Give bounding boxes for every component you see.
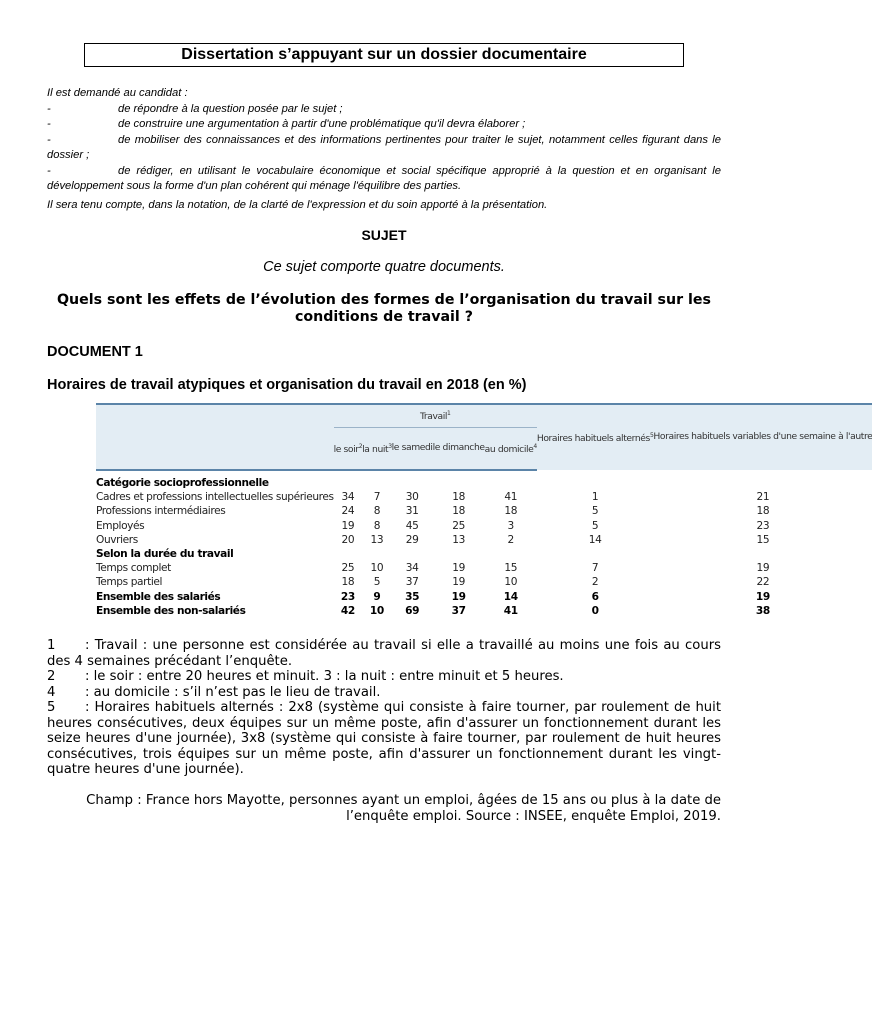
table-cell: 23 <box>340 590 355 603</box>
table-cell: 18 <box>341 576 355 589</box>
presentation-note <box>47 198 721 214</box>
table-row <box>96 590 872 604</box>
table-cell: 0 <box>591 604 599 617</box>
document-title: Horaires de travail atypiques et organisation du travail en 2018 (en %) <box>47 377 527 393</box>
instruction-item <box>47 117 721 133</box>
table-cell: 19 <box>451 590 466 603</box>
table-cell: 8 <box>373 505 381 518</box>
instruction-dash: - <box>47 102 51 115</box>
table-cell: 37 <box>405 576 419 589</box>
table-cell: 5 <box>591 505 599 518</box>
table-row <box>96 504 872 518</box>
footnote: 5 : Horaires habituels alternés : 2x8 (système qui consiste à faire tourner, par roulement de huit heures consécutives, deux équipes sur un même poste, afin d'assurer un fonctionnement durant les seize heures d'une journée), 3x8 (système qui consiste à faire tourner, par roulement de huit heures consécutives, trois équipes sur un même poste, afin d'assurer un fonctionnement durant les vingt-quatre heures d'une journée). <box>47 700 721 777</box>
section-label: Selon la durée du travail <box>96 548 234 561</box>
table-cell: 23 <box>756 519 770 532</box>
col-header-samedi: le samedi <box>392 427 433 470</box>
table-cell: 19 <box>452 562 465 575</box>
table-row <box>96 519 872 533</box>
table-cell: 25 <box>452 519 465 532</box>
table-cell: 21 <box>756 491 770 504</box>
table-cell: 45 <box>405 519 419 532</box>
table-cell: 69 <box>405 604 420 617</box>
table-cell: 2 <box>507 533 514 546</box>
instruction-dash: - <box>47 118 51 130</box>
table-cell: 10 <box>370 562 384 575</box>
candidate-instructions <box>47 86 721 195</box>
page-title: Dissertation s’appuyant sur un dossier documentaire <box>84 43 684 67</box>
table-row <box>96 561 872 575</box>
row-label: Ensemble des salariés <box>96 590 221 603</box>
table-cell: 19 <box>755 590 770 603</box>
document-label: DOCUMENT 1 <box>47 344 143 360</box>
table-cell: 19 <box>756 562 770 575</box>
table-cell: 31 <box>405 505 419 518</box>
table-row <box>96 604 872 618</box>
table-cell: 34 <box>341 491 355 504</box>
table-cell: 14 <box>503 590 518 603</box>
table-cell: 3 <box>507 519 514 532</box>
table-cell: 7 <box>373 491 381 504</box>
table-row <box>96 490 872 504</box>
table-section-row <box>96 470 872 490</box>
data-table <box>96 403 872 618</box>
header-group-travail: Travail$^1$ <box>334 404 537 427</box>
table-cell: 34 <box>405 562 419 575</box>
table-cell: 9 <box>373 590 381 603</box>
table-cell: 41 <box>504 491 518 504</box>
row-label: Ensemble des non-salariés <box>96 604 246 617</box>
col-header-domicile: au domicile$^4$ <box>485 427 537 470</box>
footnotes <box>47 638 721 778</box>
table-cell: 22 <box>756 576 770 589</box>
instruction-text: de mobiliser des connaissances et des informations pertinentes pour traiter le sujet, notamment celles figurant dans le dossier ; <box>47 133 721 161</box>
col-header-horaires-alternes: Horaires habituels alternés$^5$ <box>537 404 654 470</box>
row-label: Professions intermédiaires <box>96 505 226 518</box>
table-cell: 1 <box>591 491 599 504</box>
table-cell: 13 <box>452 533 465 546</box>
table-body <box>96 470 872 618</box>
presentation-note-text: Il sera tenu compte, dans la notation, de la clarté de l'expression et du soin apporté à la présentation. <box>47 199 548 211</box>
table-row <box>96 533 872 547</box>
instruction-text: de répondre à la question posée par le sujet ; <box>118 102 343 115</box>
section-label: Catégorie socioprofessionnelle <box>96 477 269 489</box>
instruction-dash: - <box>47 164 51 177</box>
sujet-heading: SUJET <box>361 227 407 243</box>
table-cell: 5 <box>373 576 381 589</box>
row-label: Temps complet <box>96 562 171 575</box>
table-cell: 25 <box>341 562 355 575</box>
table-cell: 18 <box>452 505 465 518</box>
table-cell: 2 <box>591 576 599 589</box>
table-cell: 24 <box>341 505 355 518</box>
table-cell: 29 <box>405 533 419 546</box>
table-cell: 15 <box>504 562 518 575</box>
table-cell: 37 <box>451 604 466 617</box>
row-label: Temps partiel <box>96 576 163 589</box>
col-header-dimanche: le dimanche <box>433 427 485 470</box>
instruction-dash: - <box>47 133 51 146</box>
col-header-soir: le soir$^2$ <box>334 427 363 470</box>
table-cell: 42 <box>340 604 355 617</box>
row-label: Cadres et professions intellectuelles supérieures <box>96 491 334 504</box>
table-cell: 19 <box>341 519 355 532</box>
table-cell: 30 <box>405 491 419 504</box>
row-label: Employés <box>96 519 145 532</box>
col-header-nuit: la nuit$^3$ <box>362 427 392 470</box>
document-table <box>96 403 872 620</box>
table-header-group-row <box>96 404 872 427</box>
row-label: Ouvriers <box>96 533 138 546</box>
table-cell: 7 <box>591 562 599 575</box>
footnote: 4 : au domicile : s’il n’est pas le lieu de travail. <box>47 684 381 700</box>
table-cell: 18 <box>452 491 465 504</box>
sujet-question: Quels sont les effets de l’évolution des formes de l’organisation du travail sur les conditions de travail ? <box>57 292 711 325</box>
table-cell: 15 <box>756 533 770 546</box>
table-cell: 19 <box>452 576 465 589</box>
table-cell: 18 <box>504 505 518 518</box>
instruction-text: de rédiger, en utilisant le vocabulaire économique et social spécifique approprié à la question et en organisant le développement sous la forme d'un plan cohérent qui ménage l'équilibre des parties. <box>47 164 721 192</box>
sujet-document-count: Ce sujet comporte quatre documents. <box>263 259 505 275</box>
table-cell: 6 <box>591 590 599 603</box>
table-cell: 5 <box>591 519 599 532</box>
instructions-intro: Il est demandé au candidat : <box>47 87 188 99</box>
source-note: Champ : France hors Mayotte, personnes ayant un emploi, âgées de 15 ans ou plus à la date de l’enquête emploi. Source : INSEE, enquête Emploi, 2019. <box>86 793 721 824</box>
instruction-item <box>47 164 721 195</box>
instruction-item <box>47 102 721 118</box>
table-cell: 41 <box>503 604 518 617</box>
col-header-horaires-variables: Horaires habituels variables d'une semaine à l'autre <box>653 404 872 470</box>
instruction-text: de construire une argumentation à partir d'une problématique qu'il devra élaborer ; <box>118 118 526 130</box>
table-section-row <box>96 547 872 561</box>
table-cell: 35 <box>405 590 420 603</box>
footnote: 1 : Travail : une personne est considérée au travail si elle a travaillé au moins une fois au cours des 4 semaines précédant l’enquête. <box>47 638 721 669</box>
instruction-item <box>47 133 721 164</box>
table-cell: 38 <box>755 604 770 617</box>
footnote: 2 : le soir : entre 20 heures et minuit. 3 : la nuit : entre minuit et 5 heures. <box>47 669 564 684</box>
table-cell: 14 <box>588 533 602 546</box>
table-cell: 10 <box>369 604 384 617</box>
table-cell: 20 <box>341 533 355 546</box>
table-row <box>96 575 872 589</box>
table-cell: 10 <box>504 576 518 589</box>
table-cell: 8 <box>373 519 381 532</box>
table-cell: 18 <box>756 505 770 518</box>
table-cell: 13 <box>370 533 384 546</box>
